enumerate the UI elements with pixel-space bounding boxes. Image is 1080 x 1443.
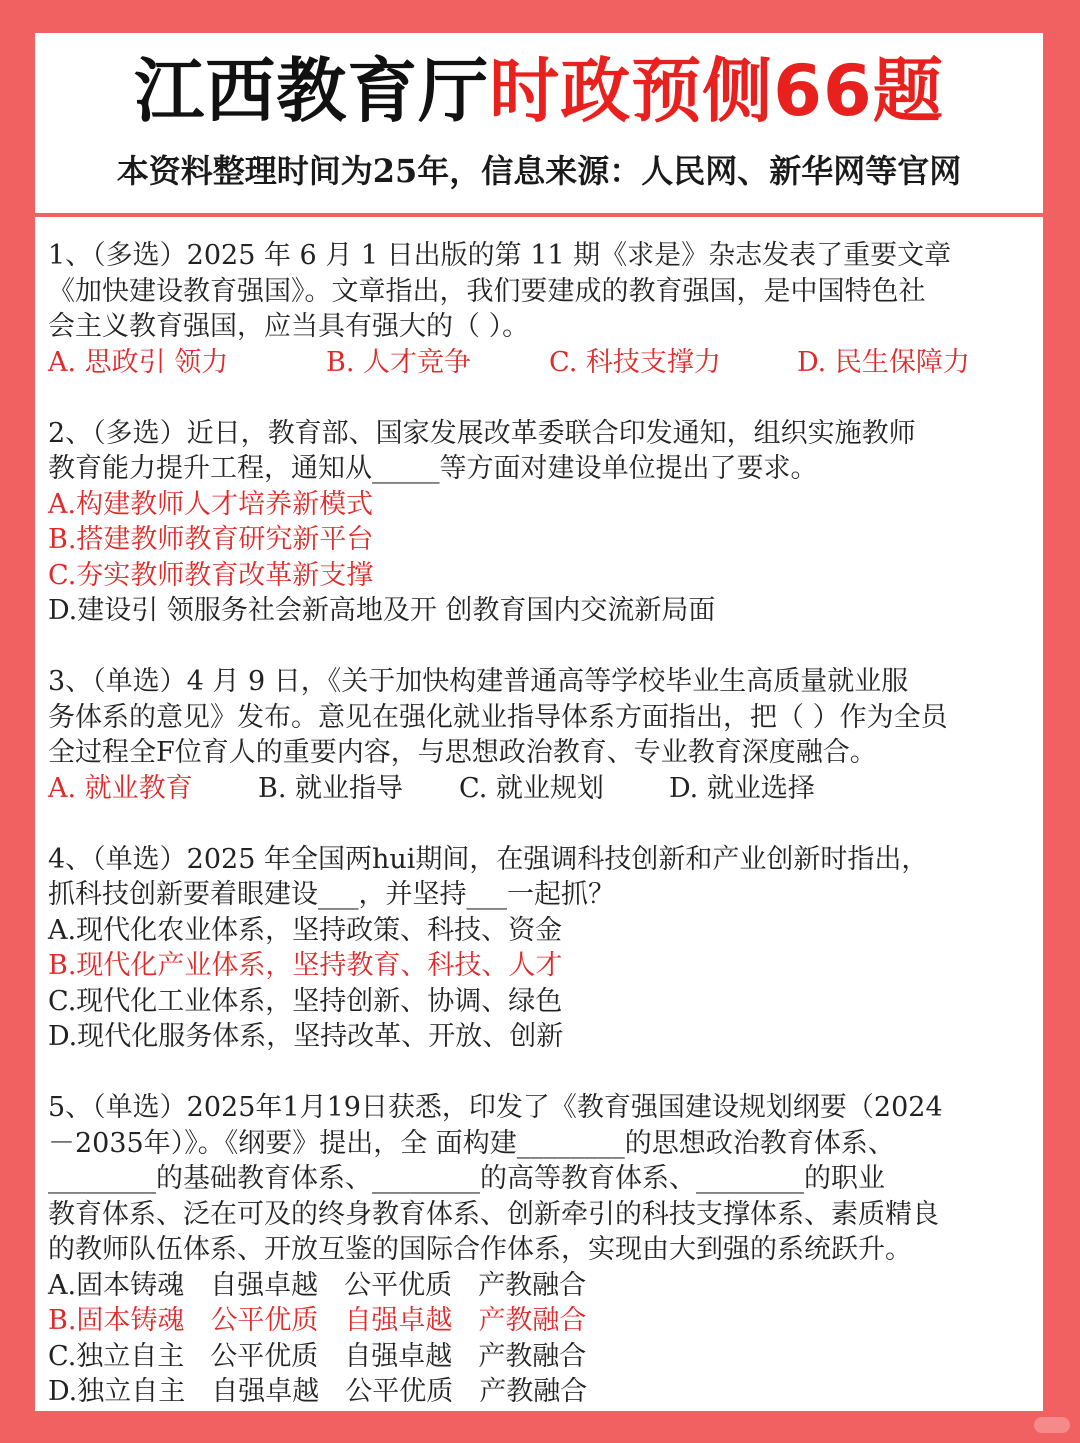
option-b: B.固本铸魂 公平优质 自强卓越 产教融合 — [48, 1305, 587, 1336]
question-text-line: 会主义教育强国，应当具有强大的（ ）。 — [48, 311, 530, 342]
question-text-line: 抓科技创新要着眼建设___，并坚持___一起抓？ — [48, 879, 615, 910]
option-a: A.现代化农业体系，坚持政策、科技、资金 — [48, 914, 563, 946]
option-a: A. 就业教育 — [48, 772, 193, 804]
option-c: C. 科技支撑力 — [549, 346, 721, 378]
option-a: A.固本铸魂 自强卓越 公平优质 产教融合 — [48, 1269, 587, 1301]
question-4 — [48, 842, 1038, 1055]
option-b: B. 就业指导 — [258, 772, 404, 804]
question-text-line: 的教师队伍体系、开放互鉴的国际合作体系，实现由大到强的系统跃升。 — [48, 1234, 912, 1265]
option-row — [48, 771, 1038, 807]
header-divider — [35, 213, 1043, 217]
option-b: B.搭建教师教育研究新平台 — [48, 524, 374, 555]
option-c: C.独立自主 公平优质 自强卓越 产教融合 — [48, 1340, 587, 1372]
option-row — [48, 345, 1038, 381]
question-text-line: 4、（单选）2025 年全国两hui期间，在强调科技创新和产业创新时指出， — [48, 843, 929, 875]
option-c: C.现代化工业体系，坚持创新、协调、绿色 — [48, 985, 563, 1017]
question-text-line: 全过程全F位育人的重要内容，与思想政治教育、专业教育深度融合。 — [48, 737, 877, 768]
option-d: D. 就业选择 — [669, 772, 815, 804]
question-text-line: 1、（多选）2025 年 6 月 1 日出版的第 11 期《求是》杂志发表了重要文章 — [48, 240, 952, 271]
option-d: D.建设引 领服务社会新高地及开 创教育国内交流新局面 — [48, 595, 716, 626]
question-text-line: 教育能力提升工程，通知从_____等方面对建设单位提出了要求。 — [48, 453, 818, 484]
question-text-line: 5、（单选）2025年1月19日获悉，印发了《教育强国建设规划纲要（2024 — [48, 1092, 943, 1123]
question-5 — [48, 1090, 1038, 1410]
question-text-line: －2035年）》。《纲要》提出，全 面构建________的思想政治教育体系、 — [48, 1127, 895, 1159]
option-a: A.构建教师人才培养新模式 — [48, 488, 374, 520]
question-text-line: 《加快建设教育强国》。文章指出，我们要建成的教育强国，是中国特色社 — [48, 275, 926, 307]
question-2 — [48, 416, 1038, 629]
title-red-part: 时政预侧66题 — [489, 50, 944, 132]
option-a: A. 思政引 领力 — [48, 346, 229, 378]
page-subtitle: 本资料整理时间为25年，信息来源：人民网、新华网等官网 — [116, 152, 962, 190]
question-list — [48, 238, 1038, 1411]
question-1 — [48, 238, 1038, 380]
option-b: B.现代化产业体系，坚持教育、科技、人才 — [48, 950, 563, 981]
page-title — [35, 51, 1043, 131]
question-text-line: 3、（单选）4 月 9 日，《关于加快构建普通高等学校毕业生高质量就业服 — [48, 666, 909, 697]
document-page — [35, 33, 1043, 1411]
title-black-part: 江西教育厅 — [134, 50, 490, 132]
option-c: C. 就业规划 — [459, 772, 604, 804]
option-b: B. 人才竞争 — [326, 346, 472, 378]
option-d: D. 民生保障力 — [797, 346, 970, 378]
question-text-line: 2、（多选）近日，教育部、国家发展改革委联合印发通知，组织实施教师 — [48, 417, 916, 449]
header — [35, 33, 1043, 210]
watermark-badge — [1034, 1417, 1070, 1433]
question-text-line: ________的基础教育体系、________的高等教育体系、________的职业 — [48, 1163, 885, 1194]
question-text-line: 教育体系、泛在可及的终身教育体系、创新牵引的科技支撑体系、素质精良 — [48, 1198, 939, 1230]
question-text-line: 务体系的意见》发布。意见在强化就业指导体系方面指出，把（ ）作为全员 — [48, 701, 948, 733]
question-3 — [48, 664, 1038, 806]
option-d: D.独立自主 自强卓越 公平优质 产教融合 — [48, 1376, 588, 1407]
option-d: D.现代化服务体系，坚持改革、开放、创新 — [48, 1021, 564, 1052]
option-c: C.夯实教师教育改革新支撑 — [48, 559, 374, 591]
